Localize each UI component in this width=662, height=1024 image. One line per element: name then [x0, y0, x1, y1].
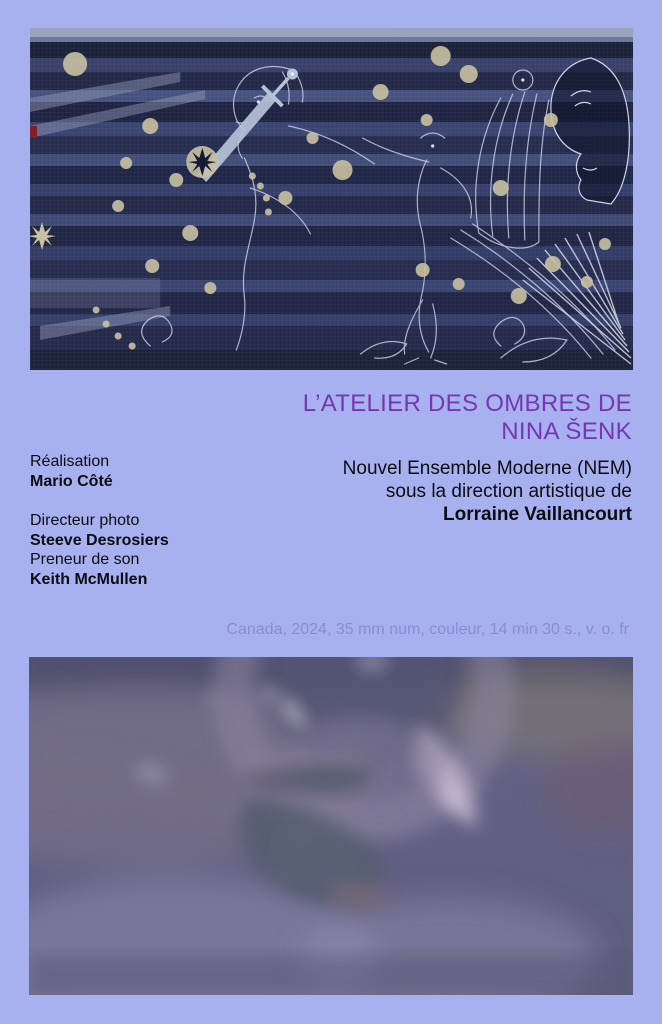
credit-name: Keith McMullen	[30, 570, 148, 588]
ensemble-direction-label: sous la direction artistique de	[385, 481, 632, 502]
film-still-image	[29, 657, 633, 995]
credit-role: Directeur photo	[30, 512, 140, 529]
film-title	[30, 390, 632, 446]
ensemble-director-name: Lorraine Vaillancourt	[443, 504, 632, 525]
credits-right	[200, 457, 632, 526]
credit-name: Mario Côté	[30, 472, 113, 490]
film-title-line1: L’ATELIER DES OMBRES DE	[302, 390, 632, 417]
credit-name: Steeve Desrosiers	[30, 531, 169, 549]
ensemble-name: Nouvel Ensemble Moderne (NEM)	[342, 458, 632, 479]
constellation-artwork-image	[30, 28, 633, 370]
credit-role: Réalisation	[30, 453, 110, 470]
film-technical-info: Canada, 2024, 35 mm num, couleur, 14 min 30 s., v. o. fr	[226, 621, 629, 638]
credit-role: Preneur de son	[30, 551, 140, 568]
film-title-line2: NINA ŠENK	[501, 418, 632, 445]
film-still-graphic	[29, 657, 633, 995]
constellation-artwork-graphic	[30, 28, 633, 370]
